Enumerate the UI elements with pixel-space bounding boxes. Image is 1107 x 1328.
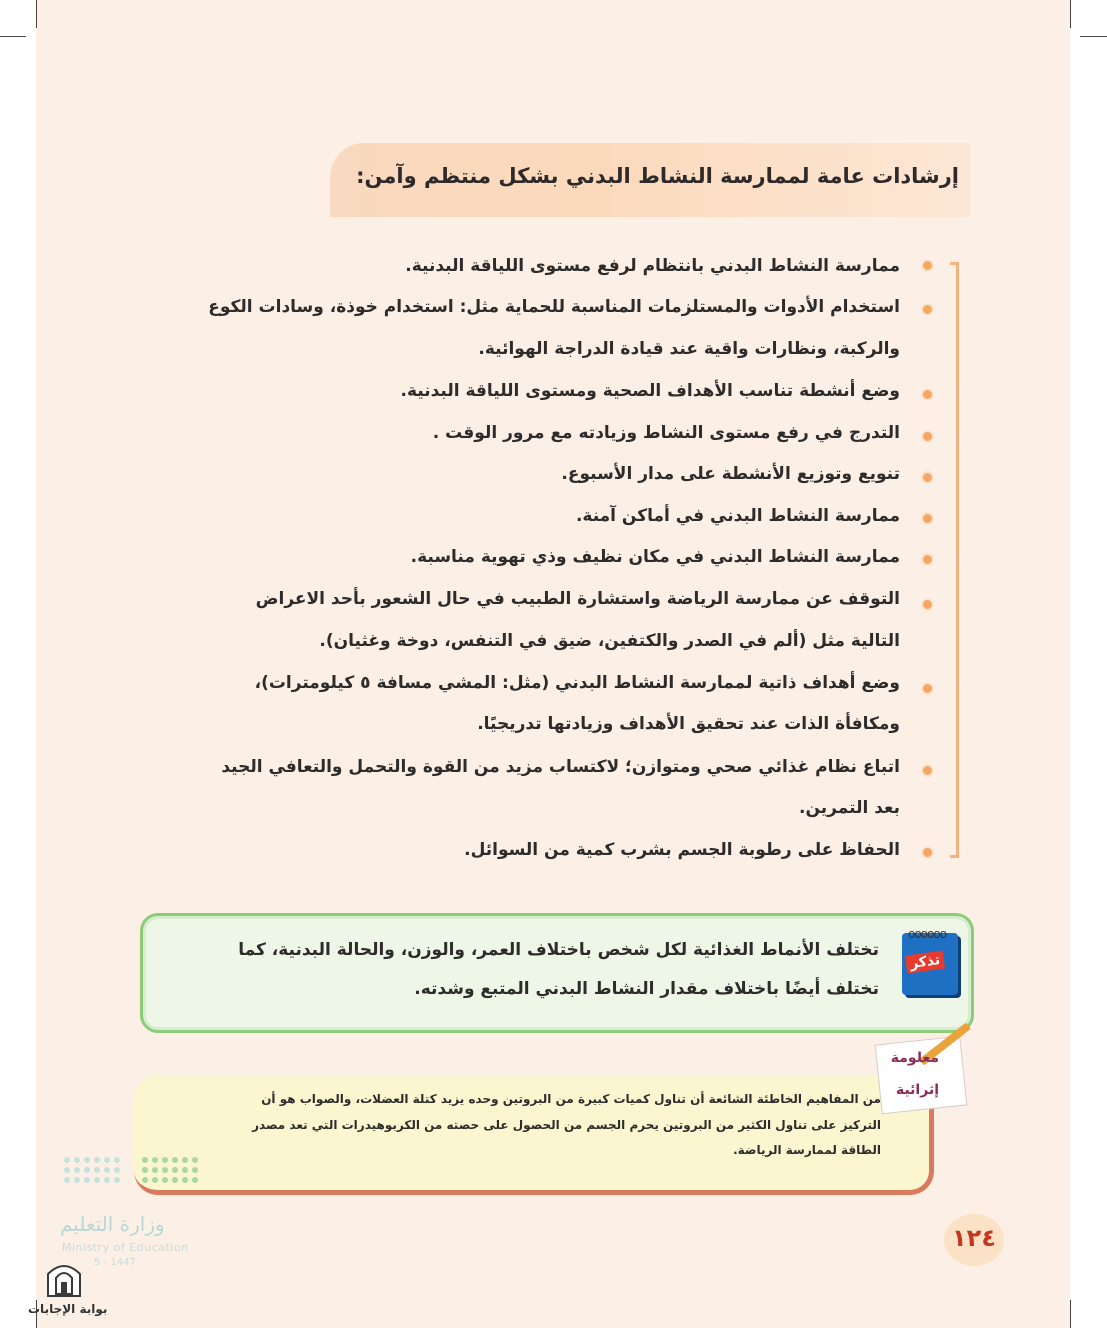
bullet-dot bbox=[921, 846, 934, 859]
notepad-rings: oooooo bbox=[908, 927, 947, 941]
guideline-line: ممارسة النشاط البدني في مكان نظيف وذي تهوية مناسبة. bbox=[410, 547, 900, 567]
page-number: ١٢٤ bbox=[952, 1224, 996, 1252]
portal-name: بوابة الإجابات bbox=[28, 1302, 108, 1316]
enrichment-line: من المفاهيم الخاطئة الشائعة أن تناول كميات كبيرة من البروتين وحده يزيد كتلة العضلات، والصواب هو أن bbox=[261, 1092, 881, 1106]
guideline-line: التالية مثل (ألم في الصدر والكتفين، ضيق في التنفس، دوخة وغثيان). bbox=[319, 631, 900, 651]
enrichment-line: الطاقة لممارسة الرياضة. bbox=[733, 1143, 881, 1157]
remember-box bbox=[140, 913, 974, 1033]
bullet-dot bbox=[921, 471, 934, 484]
bullet-bracket bbox=[950, 262, 959, 858]
portal-logo-icon bbox=[44, 1258, 84, 1298]
crop-mark bbox=[36, 0, 37, 28]
guideline-line: اتباع نظام غذائي صحي ومتوازن؛ لاكتساب مزيد من القوة والتحمل والتعافي الجيد bbox=[221, 757, 900, 777]
ministry-year: 5 - 1447 bbox=[94, 1257, 136, 1268]
guideline-line: ممارسة النشاط البدني بانتظام لرفع مستوى اللياقة البدنية. bbox=[405, 256, 900, 276]
bullet-dot bbox=[921, 259, 934, 272]
guideline-line: استخدام الأدوات والمستلزمات المناسبة للحماية مثل: استخدام خوذة، وسادات الكوع bbox=[208, 297, 900, 317]
bullet-dot bbox=[921, 553, 934, 566]
bullet-dot bbox=[921, 764, 934, 777]
crop-mark bbox=[1080, 36, 1107, 37]
notepad-icon bbox=[902, 927, 958, 995]
remember-line: تختلف الأنماط الغذائية لكل شخص باختلاف العمر، والوزن، والحالة البدنية، كما bbox=[238, 940, 879, 960]
crop-mark bbox=[1070, 0, 1071, 28]
guideline-line: التوقف عن ممارسة الرياضة واستشارة الطبيب في حال الشعور بأحد الاعراض bbox=[255, 589, 900, 609]
remember-label: تذكر bbox=[905, 950, 945, 973]
enrichment-label: معلومة bbox=[890, 1050, 939, 1066]
ministry-name-ar: وزارة التعليم bbox=[60, 1212, 165, 1236]
bullet-dot bbox=[921, 430, 934, 443]
ministry-logo-dots bbox=[142, 1157, 198, 1183]
ministry-name-en: Ministry of Education bbox=[62, 1241, 189, 1254]
bullet-dot bbox=[921, 598, 934, 611]
guideline-line: ومكافأة الذات عند تحقيق الأهداف وزيادتها تدريجيًا. bbox=[477, 714, 900, 734]
guideline-line: والركبة، ونظارات واقية عند قيادة الدراجة الهوائية. bbox=[478, 339, 900, 359]
crop-mark bbox=[0, 36, 26, 37]
remember-line: تختلف أيضًا باختلاف مقدار النشاط البدني المتبع وشدته. bbox=[414, 979, 879, 999]
guideline-line: وضع أهداف ذاتية لممارسة النشاط البدني (مثل: المشي مسافة ٥ كيلومترات)، bbox=[254, 673, 900, 693]
bullet-dot bbox=[921, 303, 934, 316]
guideline-line: التدرج في رفع مستوى النشاط وزيادته مع مرور الوقت . bbox=[432, 423, 900, 443]
ministry-logo-dots bbox=[64, 1157, 120, 1183]
guideline-line: وضع أنشطة تناسب الأهداف الصحية ومستوى اللياقة البدنية. bbox=[400, 381, 900, 401]
bullet-dot bbox=[921, 682, 934, 695]
guideline-line: الحفاظ على رطوبة الجسم بشرب كمية من السوائل. bbox=[464, 840, 900, 860]
enrichment-line: التركيز على تناول الكثير من البروتين يحرم الجسم من الحصول على حصته من الكربوهيدرات التي تعد مصدر bbox=[252, 1118, 881, 1132]
guideline-line: بعد التمرين. bbox=[799, 798, 900, 818]
section-heading: إرشادات عامة لممارسة النشاط البدني بشكل منتظم وآمن: bbox=[356, 164, 959, 188]
bullet-dot bbox=[921, 512, 934, 525]
guideline-line: تنويع وتوزيع الأنشطة على مدار الأسبوع. bbox=[561, 464, 900, 484]
enrichment-label: إثرائية bbox=[895, 1082, 939, 1098]
enrichment-card bbox=[875, 1036, 968, 1115]
crop-mark bbox=[1070, 1300, 1071, 1328]
guideline-line: ممارسة النشاط البدني في أماكن آمنة. bbox=[575, 506, 900, 526]
bullet-dot bbox=[921, 388, 934, 401]
